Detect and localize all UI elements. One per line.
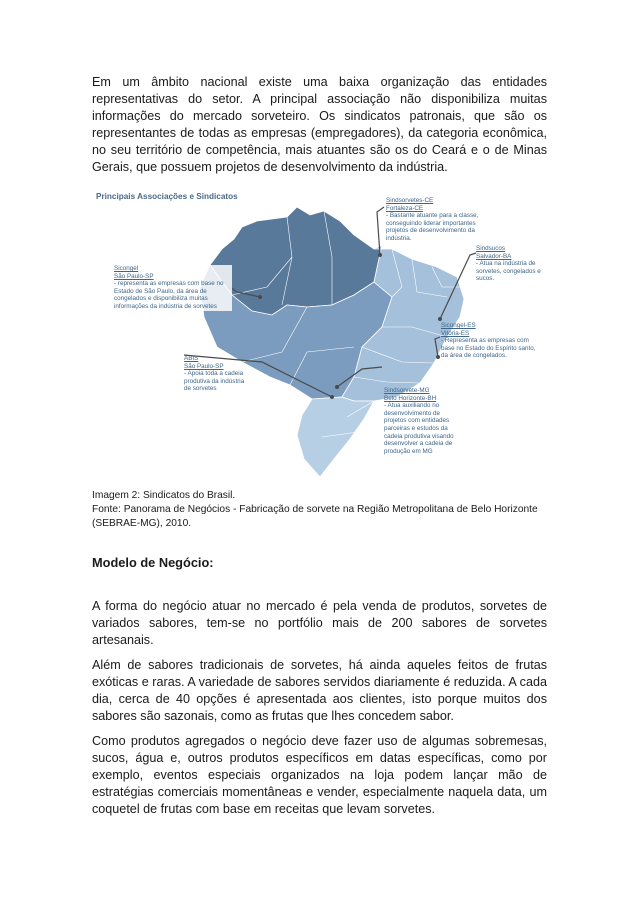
region-south	[297, 397, 374, 477]
caption-line1: Imagem 2: Sindicatos do Brasil.	[92, 490, 236, 501]
section-heading: Modelo de Negócio:	[92, 555, 214, 570]
figure-title: Principais Associações e Sindicatos	[96, 192, 238, 201]
annotation-es-desc: - Representa as empresas com base no Estado do Espírito santo, da área de congelados.	[441, 337, 536, 360]
annotation-sicongel-sp-title1: Sicongel	[114, 265, 139, 272]
annotation-sicongel-sp	[114, 265, 232, 311]
annotation-sicongel-sp-title2: São Paulo-SP	[114, 272, 154, 280]
annotation-es-title1: Sicongel-ES	[441, 322, 476, 329]
annotation-ce-desc: - Bastante atuante para a classe, conseguindo liderar importantes projetos de desenvolvimento da indústria.	[386, 212, 479, 242]
annotation-ce-title1: Sindsorvetes-CE	[386, 197, 434, 204]
annotation-ba-desc: - Atua na indústria de sorvetes, congelados e sucos.	[476, 260, 541, 283]
annotation-ba	[476, 245, 544, 283]
annotation-es	[441, 322, 543, 360]
annotation-sicongel-sp-desc: - representa as empresas com base no Estado de São Paulo, da área de congelados e disponibiliza muitas informações da indústria de sorvetes	[114, 280, 224, 310]
paragraph-business-2: Além de sabores tradicionais de sorvetes, há ainda aqueles feitos de frutas exóticas e raras. A variedade de sabores servidos diariamente é reduzida. A cada dia, cerca de 40 opções é apresentada aos clientes, isto porque muitos dos sabores são sazonais, como as frutas que lhes concedem sabor.	[92, 658, 547, 723]
annotation-ce-title2: Fortaleza-CE	[386, 204, 424, 212]
annotation-ba-title1: Sindsucos	[476, 245, 506, 252]
annotation-ba-title2: Salvador-BA	[476, 252, 512, 260]
annotation-mg-title2: Belo Horizonte-BH	[384, 394, 437, 402]
annotation-mg-title1: Sindsorvete-MG	[384, 387, 430, 394]
annotation-abis	[184, 355, 250, 393]
annotation-abis-desc: - Apoia toda a cadeia produtiva da indústria de sorvetes	[184, 370, 245, 393]
annotation-abis-title1: ABIS	[184, 355, 199, 362]
annotation-es-title2: Vitória-ES	[441, 329, 470, 337]
annotation-mg-desc: - Atua auxiliando no desenvolvimento de projetos com entidades parceiras e estudos da cadeia produtiva visando desenvolver a cadeia de produção em MG	[384, 402, 454, 455]
caption-source: Fonte: Panorama de Negócios - Fabricação de sorvete na Região Metropolitana de Belo Horizonte (SEBRAE-MG), 2010.	[92, 504, 538, 529]
paragraph-business-1: A forma do negócio atuar no mercado é pela venda de produtos, sorvetes de variados sabores, tem-se no portfólio mais de 200 sabores de sorvetes artesanais.	[92, 599, 547, 647]
annotation-abis-title2: São Paulo-SP	[184, 362, 224, 370]
annotation-mg	[384, 387, 462, 455]
intro-paragraph: Em um âmbito nacional existe uma baixa organização das entidades representativas do setor. A principal associação não disponibiliza muitas informações do mercado sorveteiro. Os sindicatos patronais, que são os representantes de todas as empresas (empregadores), da categoria econômica, no seu território de competência, mais atuantes são os do Ceará e o de Minas Gerais, que possuem projetos de desenvolvimento da indústria.	[92, 75, 547, 174]
map-figure	[92, 187, 547, 485]
figure-caption	[92, 489, 552, 531]
annotation-ce	[386, 197, 496, 243]
paragraph-business-3: Como produtos agregados o negócio deve fazer uso de algumas sobremesas, sucos, água e, outros produtos específicos em datas específicas, como por exemplo, eventos especiais organizados na loja podem lançar mão de estratégias comerciais momentâneas e vender, especialmente naquela data, um coquetel de frutas com base em receitas que levam sorvetes.	[92, 734, 547, 816]
